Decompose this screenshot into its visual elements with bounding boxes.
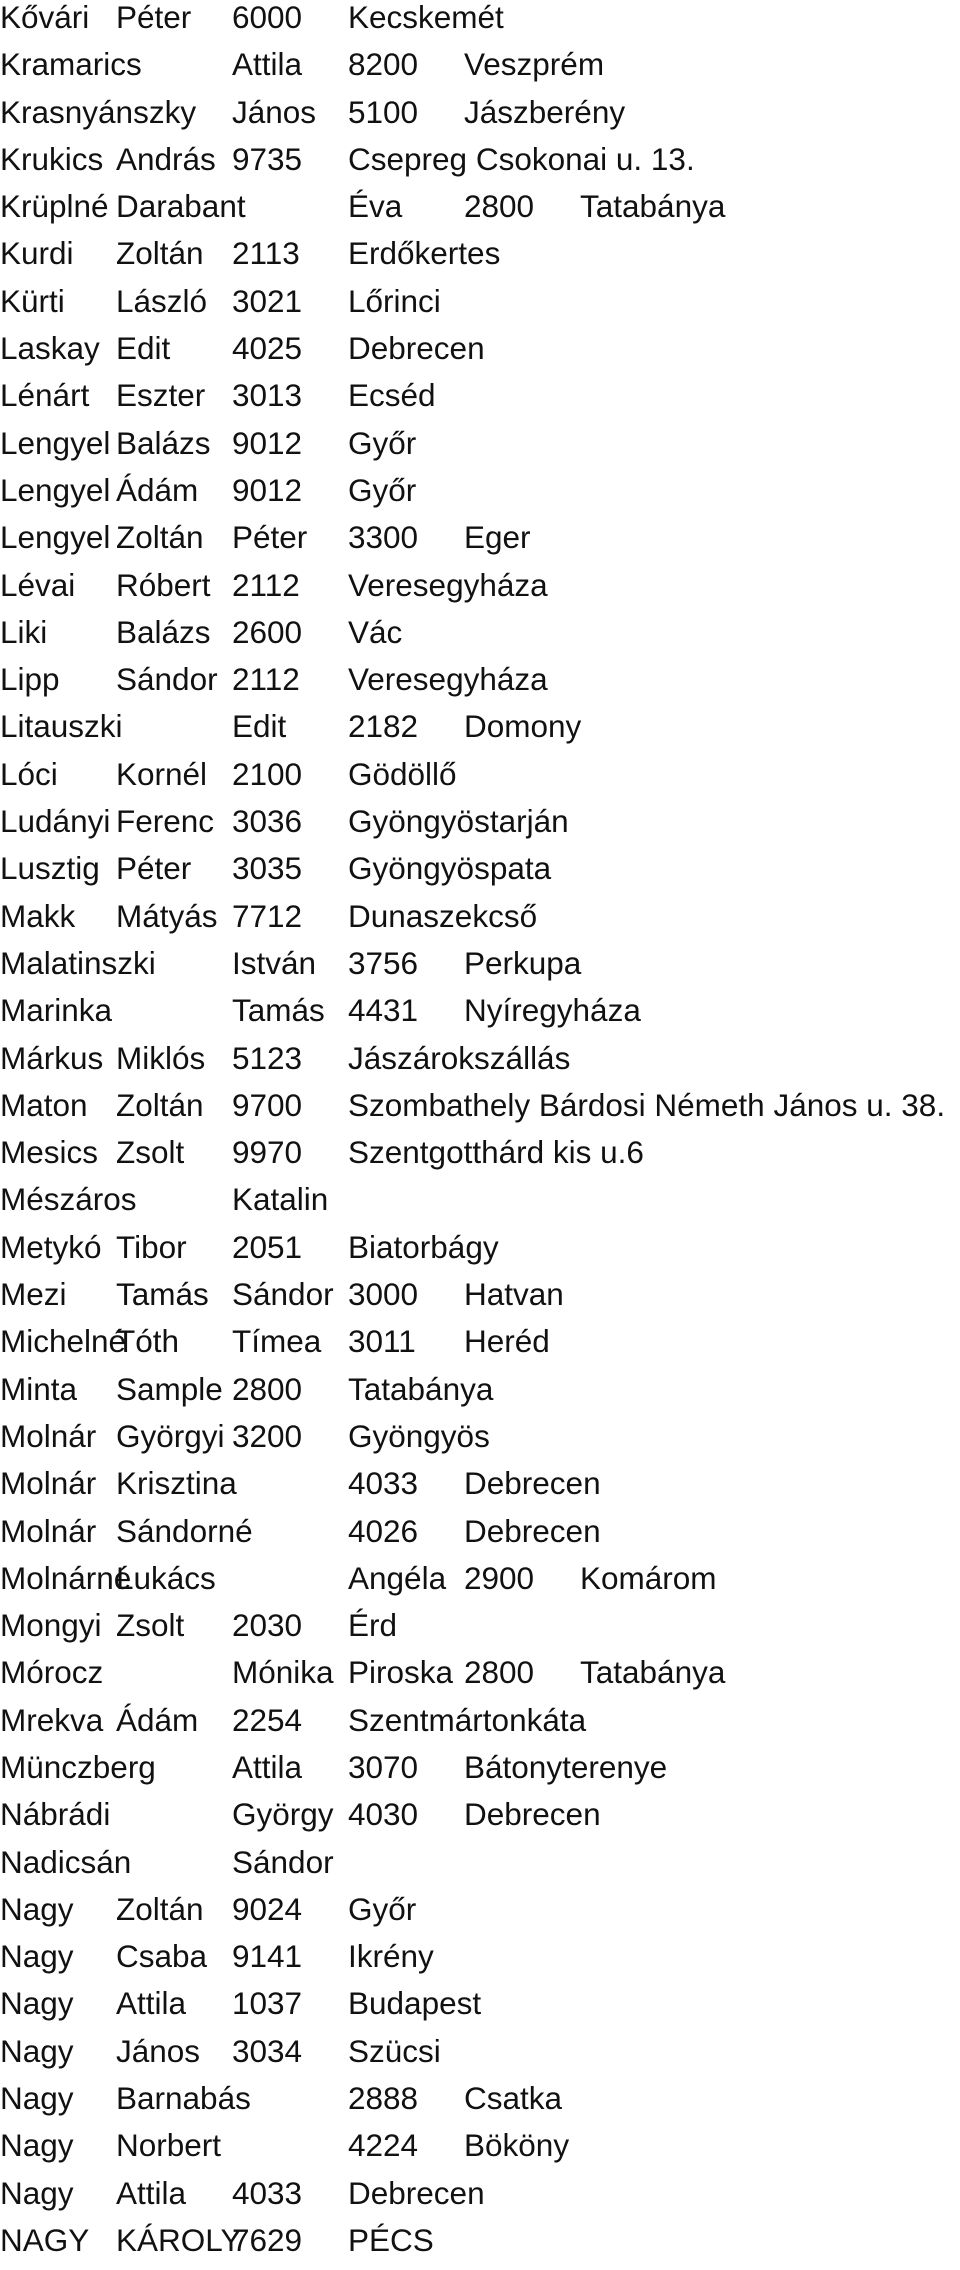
cell-text: 3034 — [232, 2032, 303, 2069]
cell-text: Éva — [348, 188, 403, 225]
cell-text: Gödöllő — [348, 755, 457, 792]
cell-text: Molnár — [0, 1512, 97, 1549]
list-row — [0, 1750, 960, 1797]
cell-text: Veresegyháza — [348, 661, 548, 698]
cell-text: Marinka — [0, 992, 113, 1029]
cell-text: Molnár — [0, 1465, 97, 1502]
cell-text: Eger — [464, 519, 531, 556]
cell-text: Miklós — [116, 1039, 206, 1076]
cell-text: András — [116, 140, 216, 177]
cell-text: Perkupa — [464, 944, 582, 981]
cell-text: 5100 — [348, 93, 419, 130]
cell-text: 2051 — [232, 1228, 303, 1265]
cell-text: Attila — [232, 46, 303, 83]
list-row — [0, 851, 960, 898]
cell-text: Zoltán — [116, 1890, 204, 1927]
list-row — [0, 1655, 960, 1702]
cell-text: 2800 — [464, 1654, 535, 1691]
cell-text: 4033 — [348, 1465, 419, 1502]
cell-text: Lengyel — [0, 424, 111, 461]
cell-text: Dunaszekcső — [348, 897, 538, 934]
cell-text: Krasnyánszky — [0, 93, 197, 130]
list-row — [0, 2034, 960, 2081]
cell-text: Jászárokszállás — [348, 1039, 571, 1076]
cell-text: Attila — [116, 2174, 187, 2211]
list-row — [0, 1230, 960, 1277]
cell-text: Krukics — [0, 140, 104, 177]
list-row — [0, 1703, 960, 1750]
cell-text: Heréd — [464, 1323, 550, 1360]
cell-text: Veszprém — [464, 46, 605, 83]
list-row — [0, 189, 960, 236]
list-row — [0, 473, 960, 520]
list-row — [0, 1986, 960, 2033]
cell-text: Lipp — [0, 661, 60, 698]
cell-text: Komárom — [580, 1559, 717, 1596]
cell-text: 3200 — [232, 1417, 303, 1454]
list-row — [0, 2223, 960, 2270]
cell-text: Liki — [0, 613, 48, 650]
cell-text: 5123 — [232, 1039, 303, 1076]
list-row — [0, 709, 960, 756]
cell-text: Tatabánya — [580, 188, 726, 225]
list-row — [0, 2128, 960, 2175]
list-row — [0, 1041, 960, 1088]
cell-text: Barnabás — [116, 2080, 251, 2117]
cell-text: Mongyi — [0, 1607, 102, 1644]
list-row — [0, 1561, 960, 1608]
cell-text: 1037 — [232, 1985, 303, 2022]
cell-text: 9012 — [232, 471, 303, 508]
cell-text: Erdőkertes — [348, 235, 501, 272]
cell-text: Lusztig — [0, 850, 100, 887]
list-row — [0, 0, 960, 47]
list-row — [0, 236, 960, 283]
cell-text: Zoltán — [116, 519, 204, 556]
cell-text: 2030 — [232, 1607, 303, 1644]
cell-text: Péter — [116, 0, 192, 35]
cell-text: Csepreg Csokonai u. 13. — [348, 140, 695, 177]
cell-text: 2112 — [232, 661, 300, 698]
cell-text: Eszter — [116, 377, 206, 414]
cell-text: Jászberény — [464, 93, 626, 130]
cell-text: Győr — [348, 1890, 417, 1927]
cell-text: Debrecen — [348, 2174, 485, 2211]
cell-text: Lóci — [0, 755, 58, 792]
cell-text: Kurdi — [0, 235, 74, 272]
list-row — [0, 426, 960, 473]
list-row — [0, 1608, 960, 1655]
cell-text: Nagy — [0, 1985, 74, 2022]
cell-text: Nyíregyháza — [464, 992, 641, 1029]
cell-text: Lengyel — [0, 519, 111, 556]
cell-text: 3300 — [348, 519, 419, 556]
cell-text: Attila — [116, 1985, 187, 2022]
cell-text: Krüplné — [0, 188, 109, 225]
cell-text: Edit — [232, 708, 287, 745]
cell-text: Mórocz — [0, 1654, 104, 1691]
list-row — [0, 993, 960, 1040]
list-row — [0, 1277, 960, 1324]
cell-text: 2888 — [348, 2080, 419, 2117]
cell-text: Bököny — [464, 2127, 570, 2164]
cell-text: Vác — [348, 613, 403, 650]
cell-text: László — [116, 282, 208, 319]
cell-text: Lénárt — [0, 377, 90, 414]
list-row — [0, 1324, 960, 1371]
cell-text: Szentmártonkáta — [348, 1701, 587, 1738]
cell-text: Sample — [116, 1370, 223, 1407]
cell-text: Veresegyháza — [348, 566, 548, 603]
cell-text: György — [232, 1796, 334, 1833]
cell-text: Debrecen — [464, 1465, 601, 1502]
cell-text: Zoltán — [116, 235, 204, 272]
cell-text: Münczberg — [0, 1748, 156, 1785]
cell-text: 3070 — [348, 1748, 419, 1785]
cell-text: 9970 — [232, 1134, 303, 1171]
cell-text: KÁROLY — [116, 2221, 242, 2258]
cell-text: Nagy — [0, 1890, 74, 1927]
cell-text: Tibor — [116, 1228, 187, 1265]
cell-text: Szücsi — [348, 2032, 441, 2069]
cell-text: 2800 — [464, 188, 535, 225]
cell-text: 7629 — [232, 2221, 303, 2258]
cell-text: Nagy — [0, 2127, 74, 2164]
cell-text: 8200 — [348, 46, 419, 83]
cell-text: Ádám — [116, 471, 199, 508]
cell-text: 4030 — [348, 1796, 419, 1833]
cell-text: 7712 — [232, 897, 303, 934]
list-row — [0, 2176, 960, 2223]
list-row — [0, 804, 960, 851]
cell-text: 3036 — [232, 803, 303, 840]
list-row — [0, 47, 960, 94]
cell-text: Bátonyterenye — [464, 1748, 668, 1785]
cell-text: Sándorné — [116, 1512, 253, 1549]
cell-text: Krisztina — [116, 1465, 237, 1502]
cell-text: Debrecen — [464, 1796, 601, 1833]
cell-text: 4026 — [348, 1512, 419, 1549]
list-row — [0, 95, 960, 142]
cell-text: Zoltán — [116, 1086, 204, 1123]
cell-text: Biatorbágy — [348, 1228, 499, 1265]
cell-text: 2254 — [232, 1701, 303, 1738]
cell-text: 4025 — [232, 330, 303, 367]
cell-text: Tamás — [116, 1276, 209, 1313]
list-row — [0, 1466, 960, 1513]
cell-text: Debrecen — [348, 330, 485, 367]
cell-text: Mrekva — [0, 1701, 104, 1738]
cell-text: Katalin — [232, 1181, 329, 1218]
list-row — [0, 331, 960, 378]
cell-text: 2112 — [232, 566, 300, 603]
cell-text: 4033 — [232, 2174, 303, 2211]
cell-text: Malatinszki — [0, 944, 156, 981]
cell-text: Mezi — [0, 1276, 67, 1313]
cell-text: Nábrádi — [0, 1796, 111, 1833]
cell-text: Nagy — [0, 1938, 74, 1975]
cell-text: Makk — [0, 897, 76, 934]
cell-text: Márkus — [0, 1039, 104, 1076]
list-row — [0, 520, 960, 567]
cell-text: Darabant — [116, 188, 246, 225]
cell-text: Győr — [348, 424, 417, 461]
cell-text: Nagy — [0, 2080, 74, 2117]
cell-text: 4431 — [348, 992, 419, 1029]
list-row — [0, 899, 960, 946]
list-row — [0, 2081, 960, 2128]
cell-text: Csaba — [116, 1938, 208, 1975]
cell-text: Kecskemét — [348, 0, 504, 35]
list-row — [0, 1892, 960, 1939]
cell-text: Kürti — [0, 282, 65, 319]
cell-text: PÉCS — [348, 2221, 434, 2258]
cell-text: Tatabánya — [348, 1370, 494, 1407]
cell-text: 9141 — [232, 1938, 303, 1975]
cell-text: Ferenc — [116, 803, 215, 840]
cell-text: 3035 — [232, 850, 303, 887]
cell-text: Györgyi — [116, 1417, 225, 1454]
cell-text: Érd — [348, 1607, 398, 1644]
cell-text: Zsolt — [116, 1607, 185, 1644]
list-row — [0, 1372, 960, 1419]
cell-text: 2600 — [232, 613, 303, 650]
cell-text: János — [232, 93, 317, 130]
cell-text: 3021 — [232, 282, 303, 319]
cell-text: Mónika — [232, 1654, 334, 1691]
list-row — [0, 1182, 960, 1229]
cell-text: István — [232, 944, 317, 981]
cell-text: Csatka — [464, 2080, 563, 2117]
list-row — [0, 142, 960, 189]
cell-text: 2800 — [232, 1370, 303, 1407]
list-row — [0, 1797, 960, 1844]
cell-text: Róbert — [116, 566, 211, 603]
cell-text: Attila — [232, 1748, 303, 1785]
cell-text: NAGY — [0, 2221, 90, 2258]
cell-text: Edit — [116, 330, 171, 367]
cell-text: Maton — [0, 1086, 88, 1123]
cell-text: Ludányi — [0, 803, 111, 840]
cell-text: Lukács — [116, 1559, 216, 1596]
cell-text: 9024 — [232, 1890, 303, 1927]
cell-text: Péter — [116, 850, 192, 887]
cell-text: Michelné — [0, 1323, 127, 1360]
cell-text: Péter — [232, 519, 308, 556]
cell-text: Angéla — [348, 1559, 447, 1596]
cell-text: 6000 — [232, 0, 303, 35]
cell-text: Nagy — [0, 2174, 74, 2211]
cell-text: Mátyás — [116, 897, 218, 934]
cell-text: Gyöngyöspata — [348, 850, 552, 887]
cell-text: Budapest — [348, 1985, 482, 2022]
cell-text: Szombathely Bárdosi Németh János u. 38. — [348, 1086, 946, 1123]
cell-text: Tamás — [232, 992, 325, 1029]
cell-text: 2900 — [464, 1559, 535, 1596]
list-row — [0, 1135, 960, 1182]
cell-text: Nagy — [0, 2032, 74, 2069]
cell-text: Ecséd — [348, 377, 436, 414]
cell-text: Győr — [348, 471, 417, 508]
cell-text: Domony — [464, 708, 582, 745]
cell-text: Minta — [0, 1370, 78, 1407]
list-row — [0, 1419, 960, 1466]
list-row — [0, 946, 960, 993]
cell-text: Tatabánya — [580, 1654, 726, 1691]
list-row — [0, 1939, 960, 1986]
cell-text: Metykó — [0, 1228, 102, 1265]
cell-text: Norbert — [116, 2127, 222, 2164]
cell-text: 3013 — [232, 377, 303, 414]
cell-text: Balázs — [116, 424, 211, 461]
cell-text: Sándor — [232, 1843, 334, 1880]
cell-text: Molnárné — [0, 1559, 132, 1596]
cell-text: Kornél — [116, 755, 208, 792]
cell-text: Litauszki — [0, 708, 123, 745]
cell-text: 9012 — [232, 424, 303, 461]
cell-text: 9735 — [232, 140, 303, 177]
cell-text: Mesics — [0, 1134, 99, 1171]
cell-text: Kramarics — [0, 46, 142, 83]
list-row — [0, 615, 960, 662]
list-row — [0, 757, 960, 804]
list-row — [0, 1845, 960, 1892]
cell-text: 3756 — [348, 944, 419, 981]
cell-text: Molnár — [0, 1417, 97, 1454]
cell-text: Gyöngyös — [348, 1417, 490, 1454]
cell-text: Laskay — [0, 330, 100, 367]
cell-text: Lengyel — [0, 471, 111, 508]
list-row — [0, 1088, 960, 1135]
cell-text: Ádám — [116, 1701, 199, 1738]
cell-text: Balázs — [116, 613, 211, 650]
cell-text: 9700 — [232, 1086, 303, 1123]
cell-text: Lőrinci — [348, 282, 441, 319]
list-row — [0, 662, 960, 709]
cell-text: Kővári — [0, 0, 90, 35]
list-row — [0, 568, 960, 615]
cell-text: Gyöngyöstarján — [348, 803, 569, 840]
cell-text: 4224 — [348, 2127, 419, 2164]
cell-text: Sándor — [116, 661, 218, 698]
cell-text: Lévai — [0, 566, 76, 603]
cell-text: Zsolt — [116, 1134, 185, 1171]
cell-text: 3011 — [348, 1323, 416, 1360]
cell-text: János — [116, 2032, 201, 2069]
list-row — [0, 378, 960, 425]
cell-text: 2100 — [232, 755, 303, 792]
cell-text: Debrecen — [464, 1512, 601, 1549]
cell-text: 2113 — [232, 235, 300, 272]
cell-text: Nadicsán — [0, 1843, 132, 1880]
list-row — [0, 1514, 960, 1561]
cell-text: Piroska — [348, 1654, 454, 1691]
cell-text: Sándor — [232, 1276, 334, 1313]
cell-text: Mészáros — [0, 1181, 137, 1218]
cell-text: Tímea — [232, 1323, 322, 1360]
cell-text: Ikrény — [348, 1938, 434, 1975]
cell-text: Hatvan — [464, 1276, 564, 1313]
cell-text: 3000 — [348, 1276, 419, 1313]
cell-text: Szentgotthárd kis u.6 — [348, 1134, 644, 1171]
cell-text: Tóth — [116, 1323, 180, 1360]
cell-text: 2182 — [348, 708, 419, 745]
list-row — [0, 284, 960, 331]
